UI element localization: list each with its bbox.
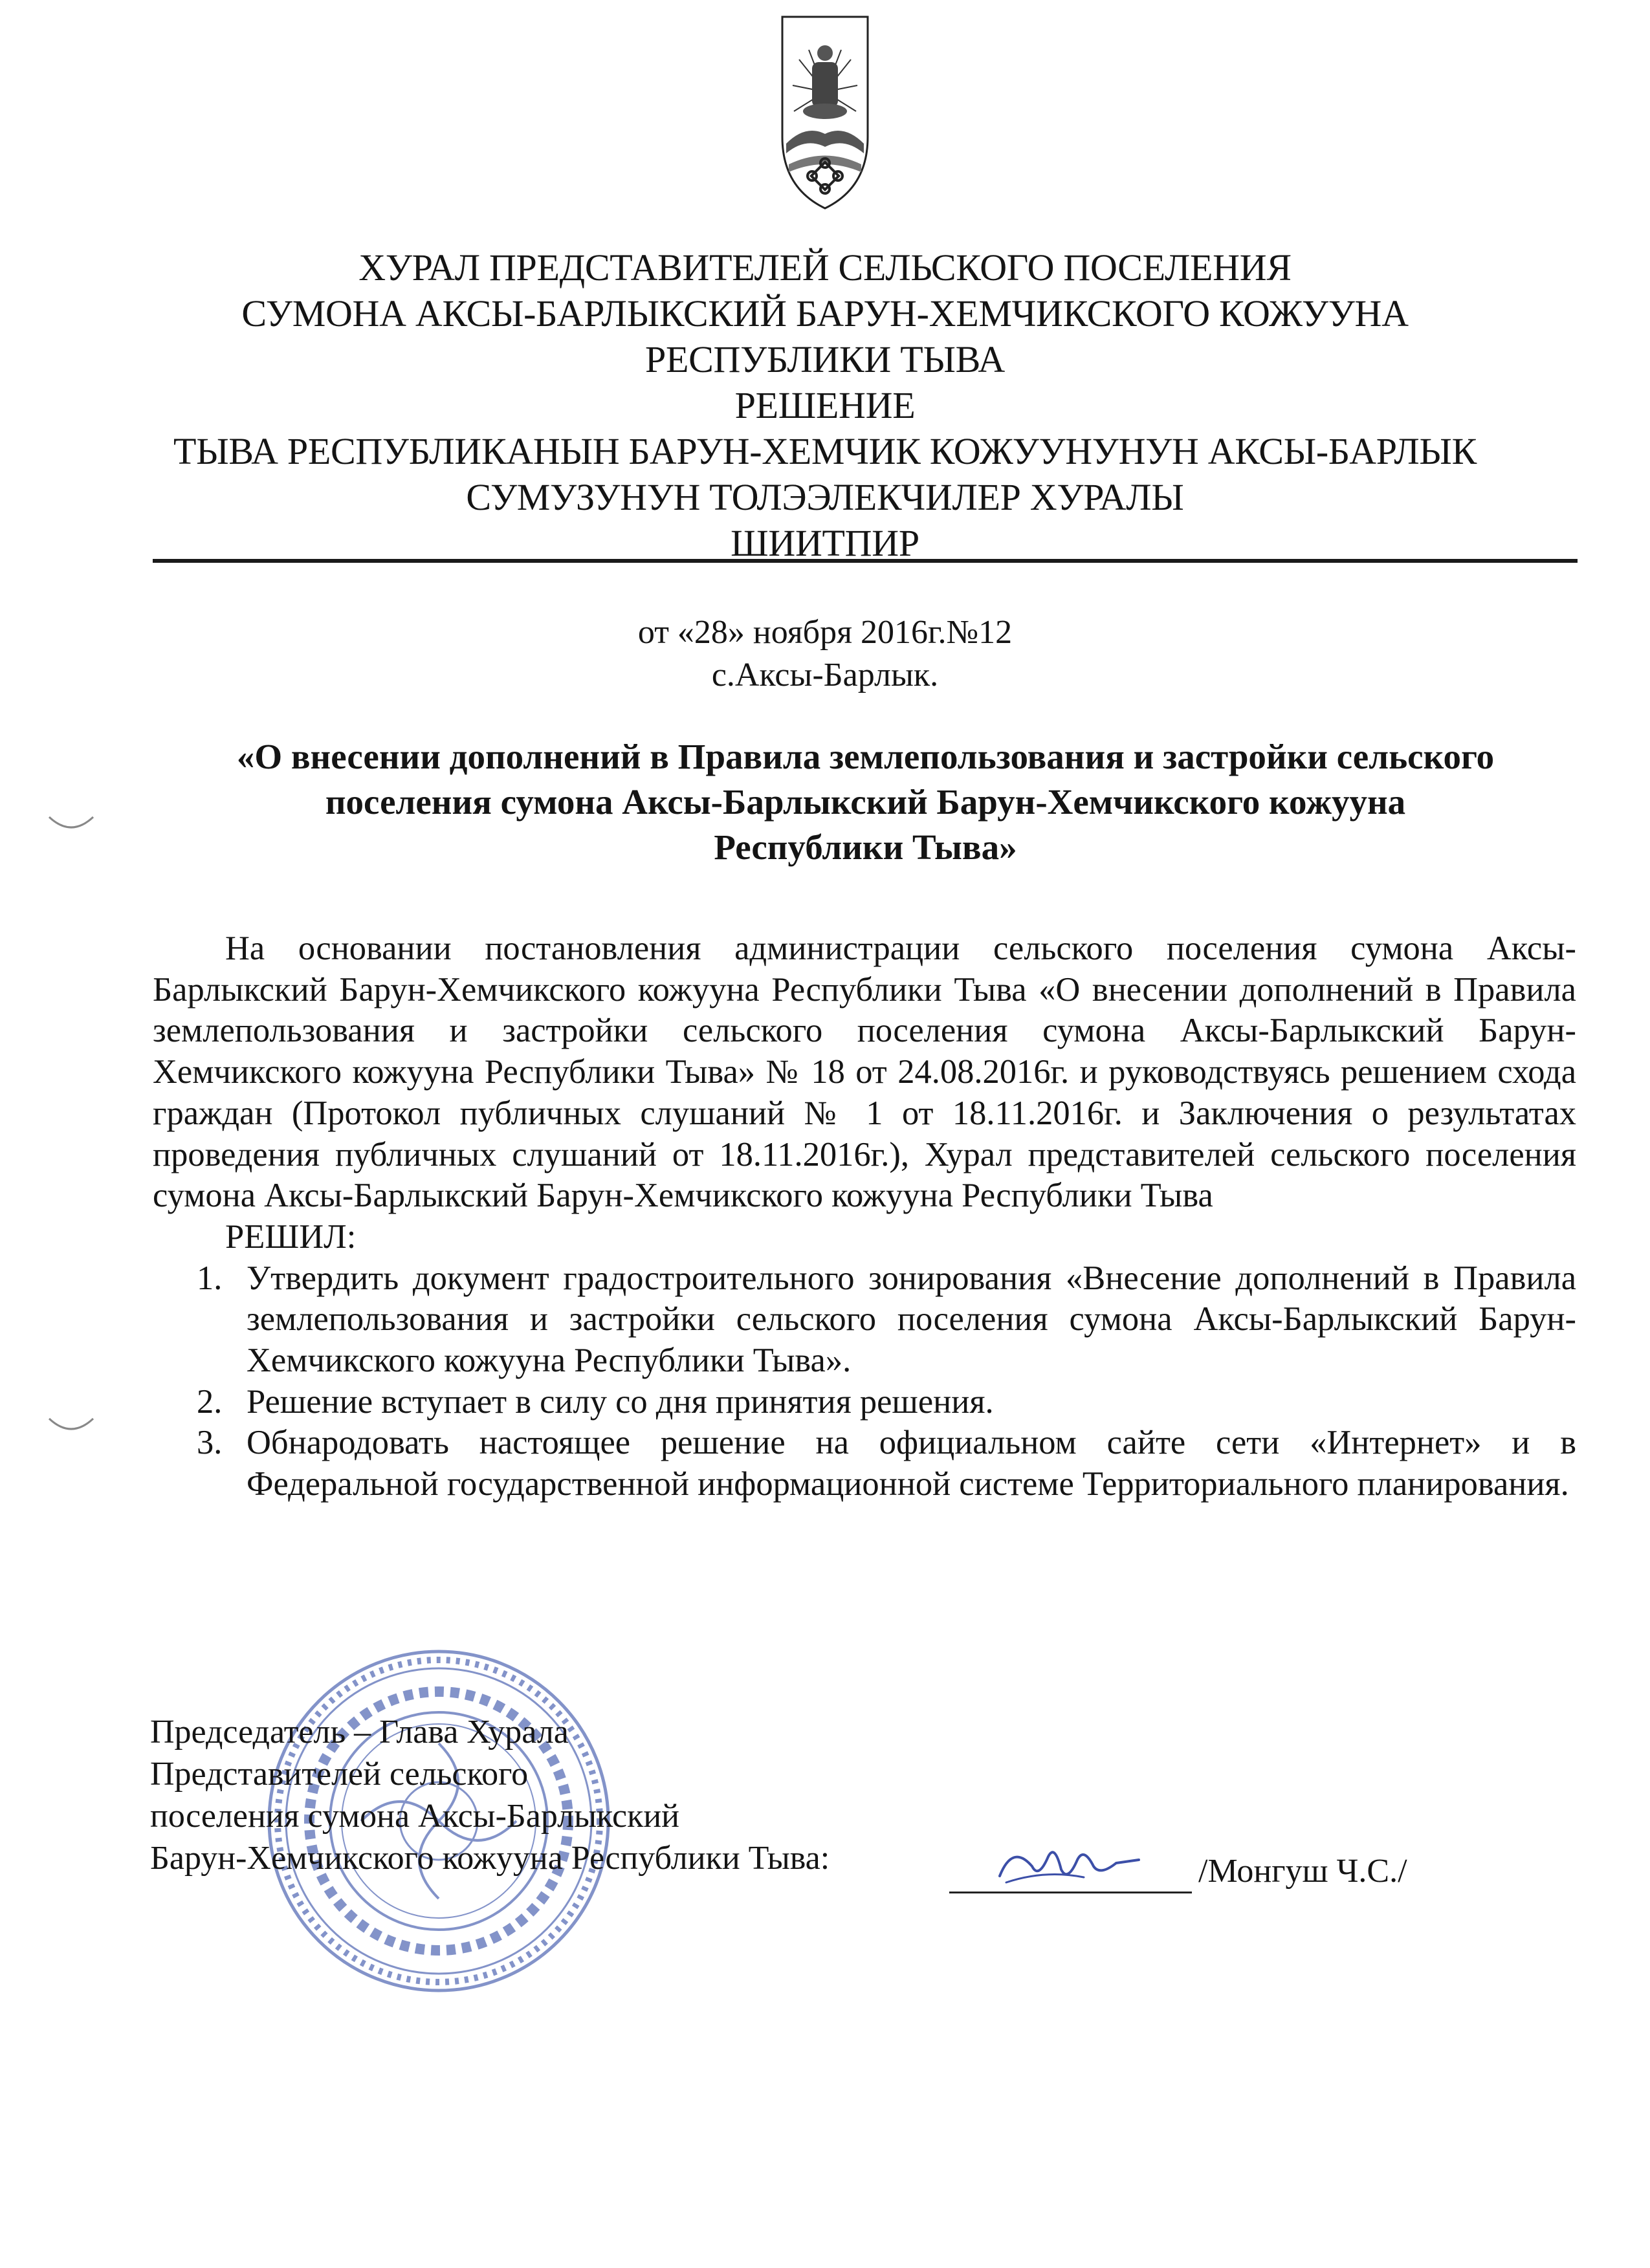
header-line: ШИИТПИР <box>731 522 919 564</box>
header-line: ХУРАЛ ПРЕДСТАВИТЕЛЕЙ СЕЛЬСКОГО ПОСЕЛЕНИЯ <box>358 246 1292 289</box>
decision-list <box>153 1258 1576 1505</box>
list-item <box>153 1258 1576 1382</box>
item-text: Обнародовать настоящее решение на официальном сайте сети «Интернет» и в Федеральной государственной информационной системе Территориального планирования. <box>247 1424 1576 1503</box>
preamble-paragraph: На основании постановления администрации сельского поселения сумона Аксы-Барлыкский Барун-Хемчикского кожууна Республики Тыва «О внесении дополнений в Правила землепользования и застройки сельского поселения сумона Аксы-Барлыкский Барун-Хемчикского кожууна Республики Тыва» № 18 от 24.08.2016г. и руководствуясь решением схода граждан (Протокол публичных слушаний № 1 от 18.11.2016г. и Заключения о результатах проведения публичных слушаний от 18.11.2016г.), Хурал представителей сельского поселения сумона Аксы-Барлыкский Барун-Хемчикского кожууна Республики Тыва <box>153 930 1576 1215</box>
header-line: РЕСПУБЛИКИ ТЫВА <box>645 338 1005 380</box>
document-header <box>129 245 1521 566</box>
date-line: от «28» ноября 2016г.№12 <box>637 614 1013 651</box>
signer-title-line: поселения сумона Аксы-Барлыкский <box>150 1798 680 1835</box>
signer-title-line: Барун-Хемчикского кожууна Республики Тыва: <box>150 1840 830 1877</box>
punch-hole-icon <box>45 1413 97 1439</box>
signature-block <box>150 1711 1121 1879</box>
item-number: 3. <box>197 1424 223 1462</box>
header-line: РЕШЕНИЕ <box>734 384 916 426</box>
document-title <box>155 734 1576 870</box>
header-line: СУМОНА АКСЫ-БАРЛЫКСКИЙ БАРУН-ХЕМЧИКСКОГО КОЖУУНА <box>241 292 1409 334</box>
document-date <box>0 611 1650 697</box>
title-line: поселения сумона Аксы-Барлыкский Барун-Хемчикского кожууна <box>325 782 1406 822</box>
item-number: 1. <box>197 1259 223 1297</box>
header-line: ТЫВА РЕСПУБЛИКАНЫН БАРУН-ХЕМЧИК КОЖУУНУНУН АКСЫ-БАРЛЫК <box>173 430 1477 472</box>
signer-name: /Монгуш Ч.С./ <box>1198 1853 1407 1890</box>
signature-line <box>949 1892 1192 1893</box>
document-body <box>153 928 1576 1505</box>
header-line: СУМУЗУНУН ТОЛЭЭЛЕКЧИЛЕР ХУРАЛЫ <box>466 476 1184 518</box>
signer-title-line: Председатель – Глава Хурала <box>150 1714 569 1750</box>
place-line: с.Аксы-Барлык. <box>711 657 939 693</box>
punch-hole-icon <box>45 812 97 838</box>
item-number: 2. <box>197 1382 223 1421</box>
item-text: Решение вступает в силу со дня принятия решения. <box>247 1382 994 1421</box>
title-line: «О внесении дополнений в Правила землепользования и застройки сельского <box>236 737 1495 776</box>
signer-title-line: Представителей сельского <box>150 1756 529 1793</box>
coat-of-arms-icon <box>780 14 870 212</box>
item-text: Утвердить документ градостроительного зонирования «Внесение дополнений в Правила землепользования и застройки сельского поселения сумона Аксы-Барлыкский Барун-Хемчикского кожууна Республики Тыва». <box>247 1259 1576 1380</box>
title-line: Республики Тыва» <box>714 827 1017 867</box>
resolved-label: РЕШИЛ: <box>225 1217 357 1256</box>
header-divider <box>153 559 1578 563</box>
list-item <box>153 1423 1576 1505</box>
list-item <box>153 1382 1576 1423</box>
